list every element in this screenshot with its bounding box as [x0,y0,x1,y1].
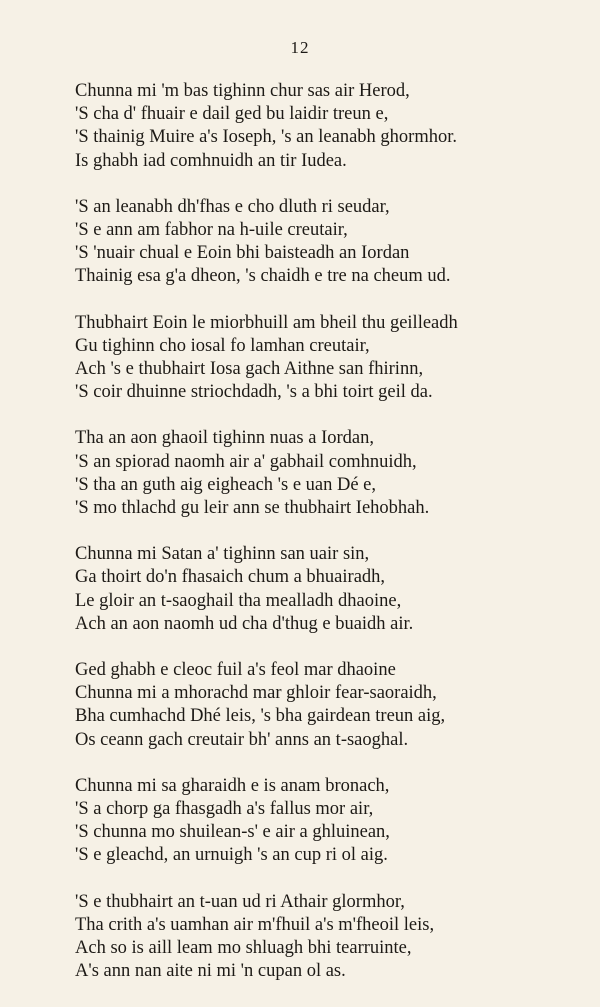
stanza [75,196,555,289]
stanza [75,775,555,868]
stanza [75,427,555,520]
poem-line: Bha cumhachd Dhé leis, 's bha gairdean treun aig, [75,706,446,727]
stanza [75,659,555,752]
stanza [75,80,555,173]
stanza [75,891,555,984]
poem-line: Chunna mi sa gharaidh e is anam bronach, [75,775,390,796]
poem-line: Tha crith a's uamhan air m'fhuil a's m'fheoil leis, [75,914,435,935]
poem-line: 'S an spiorad naomh air a' gabhail comhnuidh, [75,451,417,472]
poem-line: Chunna mi 'm bas tighinn chur sas air Herod, [75,81,410,101]
poem-line: Os ceann gach creutair bh' anns an t-saoghal. [75,729,409,750]
poem-line: Le gloir an t-saoghail tha mealladh dhaoine, [75,590,402,611]
poem-line: Chunna mi Satan a' tighinn san uair sin, [75,544,370,565]
poem-line: 'S tha an guth aig eigheach 's e uan Dé e, [75,474,377,495]
poem-line: Thainig esa g'a dheon, 's chaidh e tre na cheum ud. [75,266,451,287]
poem-line: Chunna mi a mhorachd mar ghloir fear-saoraidh, [75,683,437,704]
poem-line: Ach 's e thubhairt Iosa gach Aithne san fhirinn, [75,359,424,380]
stanza [75,543,555,636]
stanza [75,312,555,405]
poem-line: 'S a chorp ga fhasgadh a's fallus mor air, [75,799,374,820]
poem-line: 'S 'nuair chual e Eoin bhi baisteadh an Iordan [75,243,410,264]
poem-line: Ach so is aill leam mo shluagh bhi tearruinte, [75,938,412,959]
poem-line: 'S mo thlachd gu leir ann se thubhairt Iehobhah. [75,498,430,519]
poem-line: 'S an leanabh dh'fhas e cho dluth ri seudar, [75,196,390,217]
poem-line: 'S coir dhuinne striochdadh, 's a bhi toirt geil da. [75,382,433,403]
poem-line: 'S chunna mo shuilean-s' e air a ghluinean, [75,822,390,843]
poem-line: Ged ghabh e cleoc fuil a's feol mar dhaoine [75,660,396,681]
poem-line: 'S thainig Muire a's Ioseph, 's an leanabh ghormhor. [75,127,457,148]
poem-line: A's ann nan aite ni mi 'n cupan ol as. [75,961,346,982]
poem-line: Ga thoirt do'n fhasaich chum a bhuairadh, [75,567,386,588]
poem-line: Is ghabh iad comhnuidh an tir Iudea. [75,150,347,171]
poem-line: 'S e ann am fabhor na h-uile creutair, [75,220,348,241]
poem-line: 'S e thubhairt an t-uan ud ri Athair glormhor, [75,891,405,912]
poem-line: Gu tighinn cho iosal fo lamhan creutair, [75,335,370,356]
poem [75,80,555,1007]
poem-line: Thubhairt Eoin le miorbhuill am bheil thu geilleadh [75,312,458,333]
poem-line: Ach an aon naomh ud cha d'thug e buaidh air. [75,613,414,634]
page-number: 12 [290,38,310,57]
poem-line: 'S cha d' fhuair e dail ged bu laidir treun e, [75,104,389,125]
poem-line: 'S e gleachd, an urnuigh 's an cup ri ol aig. [75,845,388,866]
poem-line: Tha an aon ghaoil tighinn nuas a Iordan, [75,428,374,449]
